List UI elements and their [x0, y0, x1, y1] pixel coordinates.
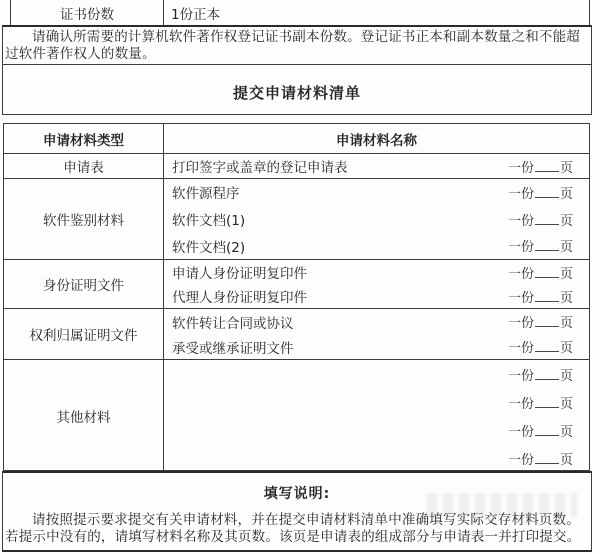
materials-table: [3, 123, 590, 471]
quantity-pages: 一份 页: [507, 160, 573, 176]
pages-blank: [535, 396, 559, 408]
quantity-pages: 一份 页: [507, 213, 573, 229]
list-title: 提交申请材料清单: [232, 83, 361, 102]
material-item-row: [164, 284, 589, 308]
table-row-application-form: [4, 153, 589, 178]
table-row-identity-documents: [4, 259, 589, 308]
pages-blank: [535, 186, 559, 198]
pages-blank: [535, 452, 559, 464]
material-item-row: [164, 154, 589, 178]
quantity-pages: 一份 页: [507, 266, 573, 282]
material-item-row: [164, 416, 589, 444]
pages-blank: [535, 340, 559, 352]
material-item-row: [164, 206, 589, 233]
instructions-text: 请按照提示要求提交有关申请材料，并在提交申请材料清单中准确填写实际交存材料页数。若提示中没有的，请填写材料名称及其页数。该页是申请表的组成部分与申请表一并打印提交。: [5, 512, 581, 545]
material-name: 代理人身份证明复印件: [172, 290, 307, 306]
material-item-row: [164, 388, 589, 416]
pages-blank: [535, 213, 559, 225]
material-name: 软件文档(1): [172, 213, 246, 229]
material-type-cell: 身份证明文件: [4, 260, 164, 308]
pages-blank: [535, 239, 559, 251]
material-item-row: [164, 444, 589, 472]
pages-blank: [535, 160, 559, 172]
table-row-identification-materials: [4, 178, 589, 259]
quantity-pages: 一份 页: [507, 424, 573, 440]
material-name: 软件文档(2): [172, 239, 246, 256]
table-row-ownership-documents: [4, 308, 589, 359]
table-row-other-materials: [4, 359, 589, 472]
material-item-row: [164, 232, 589, 259]
certificate-copies-value: 1份正本: [171, 7, 221, 23]
pages-blank: [535, 424, 559, 436]
material-item-row: [164, 179, 589, 206]
quantity-pages: 一份 页: [507, 240, 573, 256]
material-item-row: [164, 334, 589, 359]
material-item-row: [164, 360, 589, 388]
certificate-copies-row: [10, 0, 590, 26]
material-type-cell: 其他材料: [4, 360, 164, 472]
copies-notice-box: [2, 25, 592, 65]
instructions-title: 填写说明:: [263, 486, 331, 502]
quantity-pages: 一份 页: [507, 186, 573, 202]
material-item-row: [164, 260, 589, 284]
material-type-cell: 软件鉴别材料: [4, 179, 164, 259]
quantity-pages: 一份 页: [507, 316, 573, 331]
material-type-cell: 申请表: [4, 154, 164, 178]
material-name: 软件转让合同或协议: [172, 315, 294, 332]
material-item-row: [164, 309, 589, 334]
quantity-pages: 一份 页: [507, 290, 573, 306]
material-name: 打印签字或盖章的登记申请表: [172, 160, 348, 176]
column-header-material-type: 申请材料类型: [4, 124, 164, 153]
material-name: 软件源程序: [172, 186, 240, 203]
quantity-pages: 一份 页: [507, 341, 573, 356]
copies-notice-text: 请确认所需要的计算机软件著作权登记证书副本份数。登记证书正本和副本数量之和不能超过软件著作权人的数量。: [5, 29, 580, 62]
pages-blank: [535, 315, 559, 327]
column-header-material-name: 申请材料名称: [336, 132, 417, 149]
certificate-copies-label: 证书份数: [11, 0, 164, 26]
quantity-pages: 一份 页: [507, 452, 573, 468]
material-name: 申请人身份证明复印件: [172, 266, 307, 282]
quantity-pages: 一份 页: [507, 368, 573, 384]
material-name: 承受或继承证明文件: [172, 340, 294, 357]
pages-blank: [535, 290, 559, 302]
quantity-pages: 一份 页: [507, 396, 573, 412]
material-type-cell: 权利归属证明文件: [4, 309, 164, 359]
table-header-row: [4, 124, 589, 153]
list-title-box: [2, 64, 592, 115]
instructions-box: [2, 471, 592, 552]
pages-blank: [535, 266, 559, 278]
pages-blank: [535, 368, 559, 380]
